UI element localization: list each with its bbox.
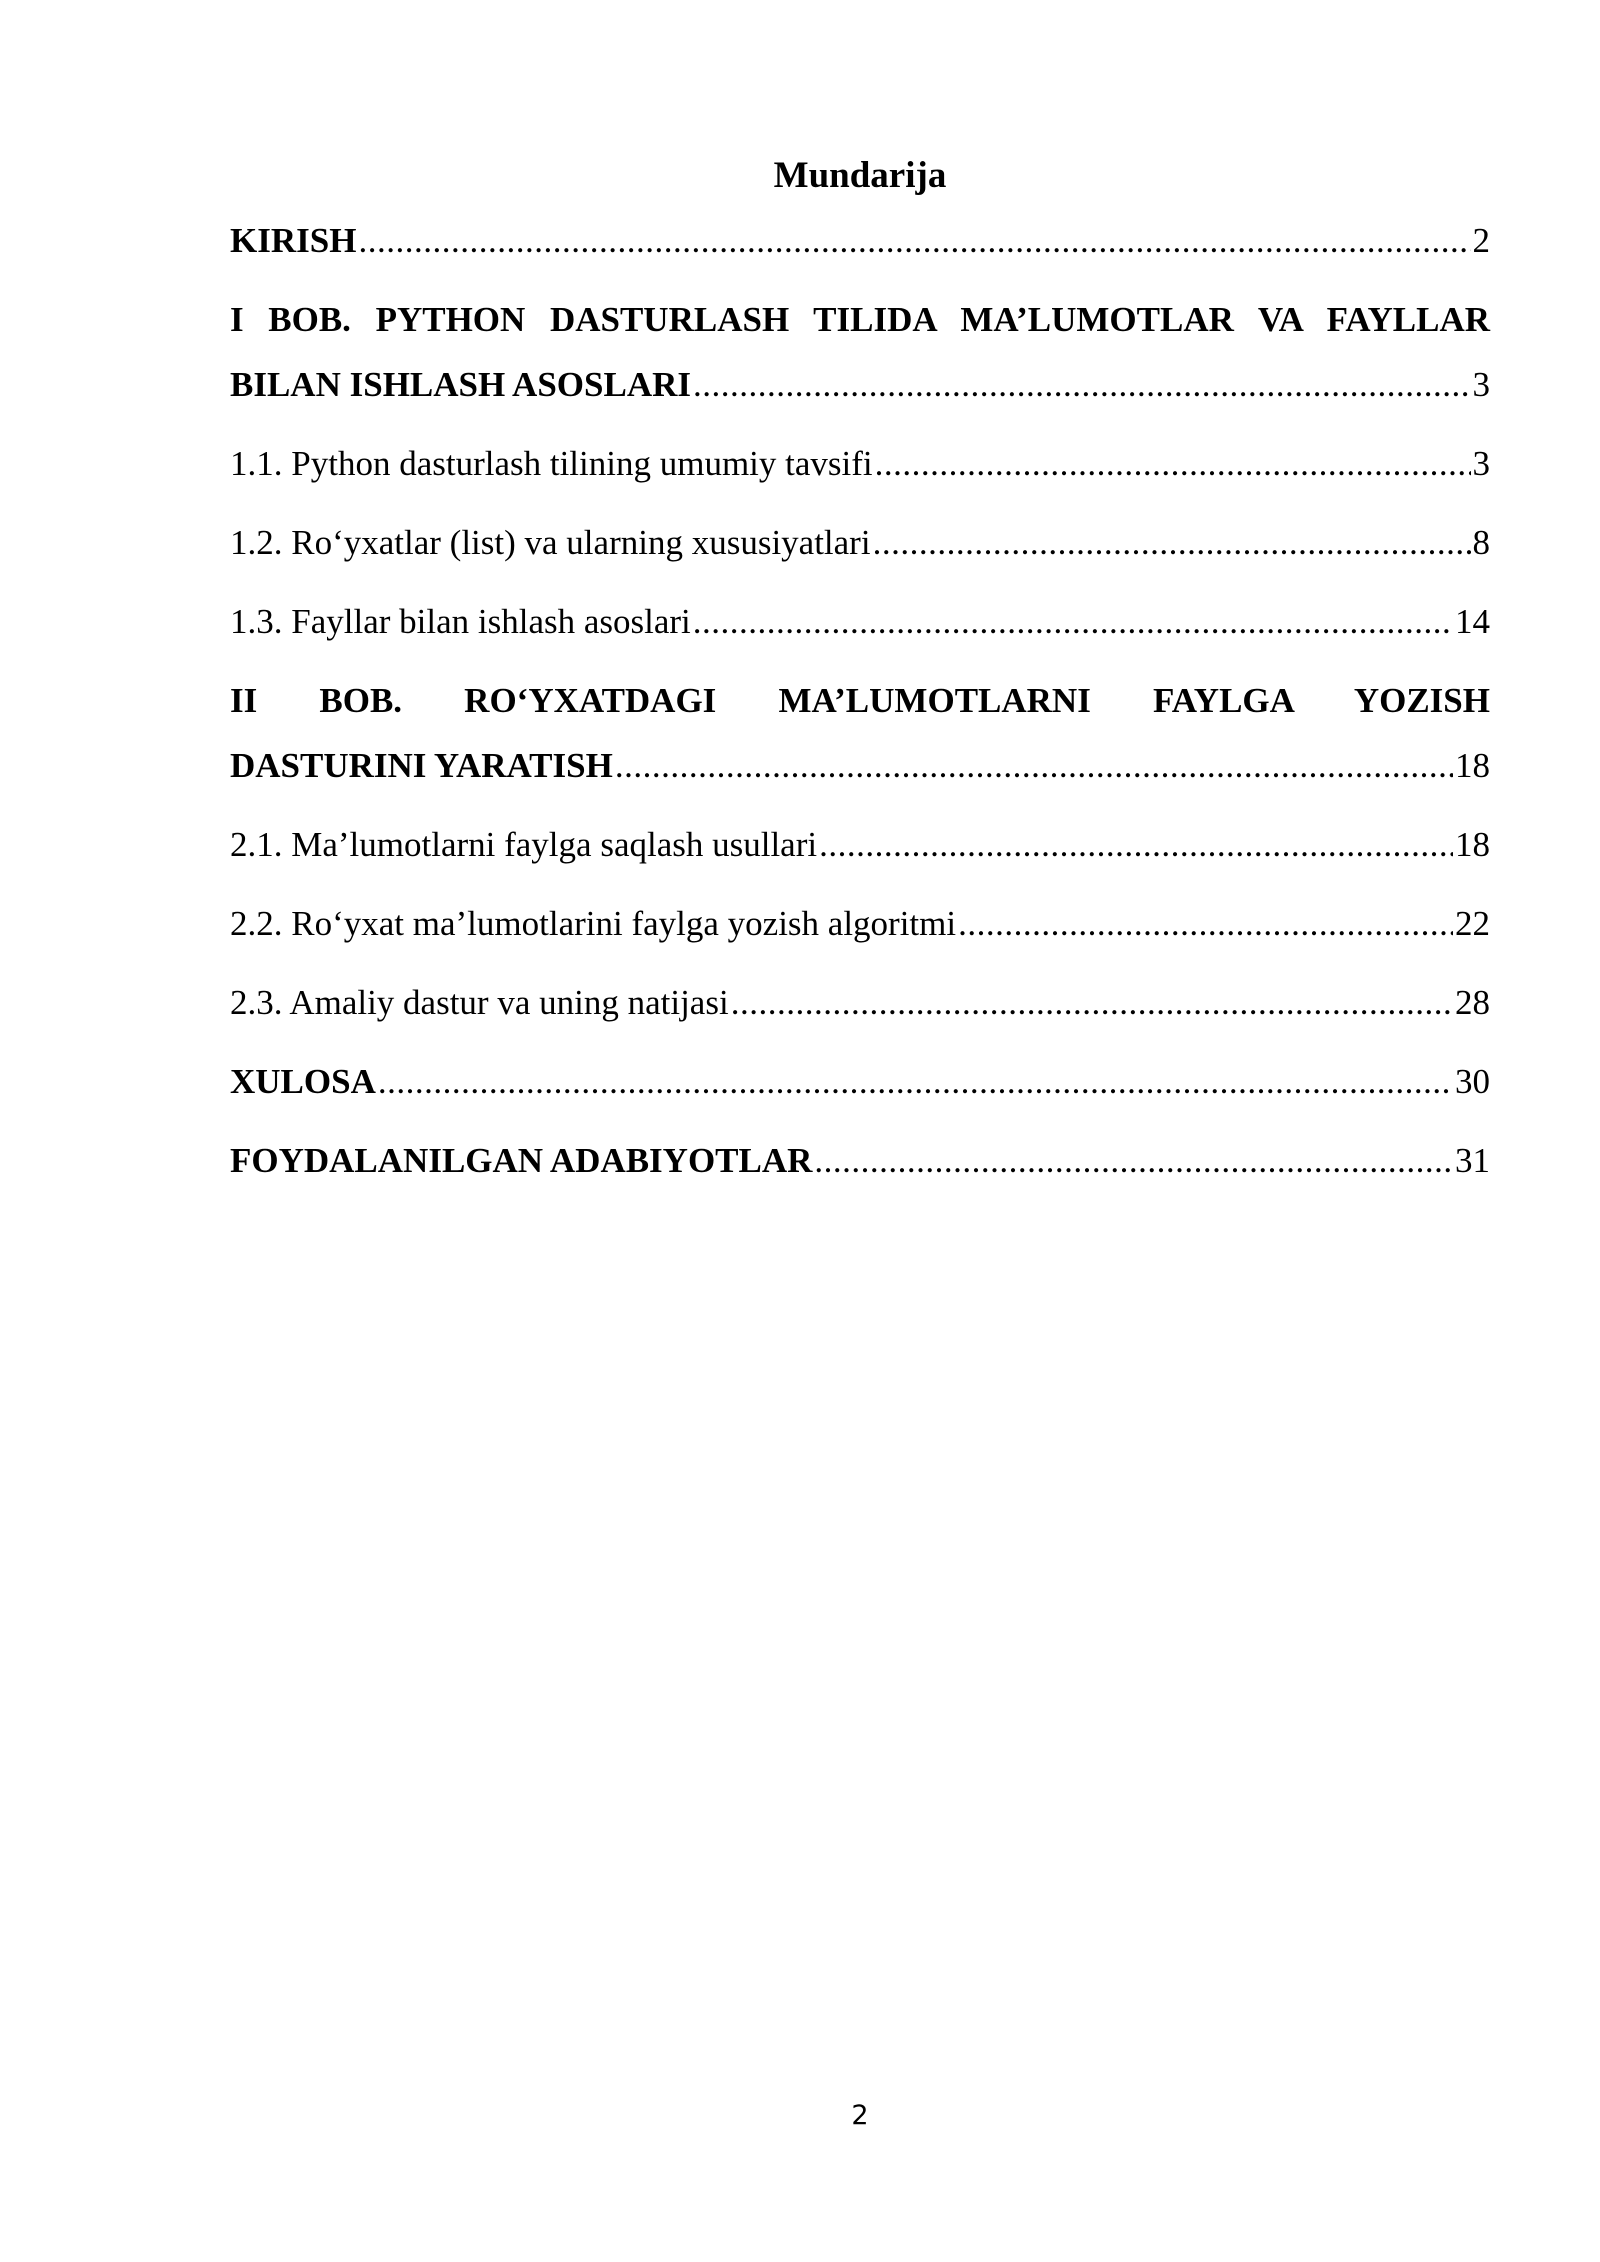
toc-entry-chapter-1-line-2[interactable] bbox=[230, 359, 1490, 438]
toc-dot-leader bbox=[873, 517, 1471, 569]
toc-entry-1-1[interactable] bbox=[230, 438, 1490, 517]
toc-entry-label: 1.1. Python dasturlash tilining umumiy tavsifi bbox=[230, 444, 873, 483]
toc-entry-chapter-2-line-1[interactable]: II BOB. RO‘YXATDAGI MA’LUMOTLARNI FAYLGA YOZISH bbox=[230, 681, 1490, 720]
toc-entry-page: 30 bbox=[1455, 1062, 1490, 1101]
toc-dot-leader bbox=[693, 596, 1453, 648]
toc-entry-1-3[interactable] bbox=[230, 596, 1490, 675]
toc-entry-page: 3 bbox=[1472, 365, 1490, 404]
toc-entry-2-3[interactable] bbox=[230, 977, 1490, 1056]
toc-entry-label: KIRISH bbox=[230, 221, 357, 260]
toc-entry-label: 1.2. Ro‘yxatlar (list) va ularning xususiyatlari bbox=[230, 523, 871, 562]
toc-entry-label: 1.3. Fayllar bilan ishlash asoslari bbox=[230, 602, 691, 641]
toc-entry-page: 18 bbox=[1455, 746, 1490, 785]
toc-entry-page: 31 bbox=[1455, 1141, 1490, 1180]
toc-entry-kirish[interactable] bbox=[230, 215, 1490, 294]
table-of-contents bbox=[230, 215, 1490, 1214]
toc-dot-leader bbox=[958, 898, 1453, 950]
toc-entry-label: 2.3. Amaliy dastur va uning natijasi bbox=[230, 983, 729, 1022]
toc-entry-label: FOYDALANILGAN ADABIYOTLAR bbox=[230, 1141, 813, 1180]
page-number: 2 bbox=[851, 2100, 869, 2131]
toc-dot-leader bbox=[731, 977, 1453, 1029]
toc-entry-page: 8 bbox=[1472, 523, 1490, 562]
toc-title: Mundarija bbox=[773, 155, 947, 196]
toc-entry-2-2[interactable] bbox=[230, 898, 1490, 977]
toc-entry-page: 22 bbox=[1455, 904, 1490, 943]
toc-entry-chapter-2-line-2[interactable] bbox=[230, 740, 1490, 819]
toc-entry-page: 14 bbox=[1455, 602, 1490, 641]
toc-entry-label: DASTURINI YARATISH bbox=[230, 746, 613, 785]
toc-dot-leader bbox=[819, 819, 1453, 871]
toc-entry-2-1[interactable] bbox=[230, 819, 1490, 898]
toc-entry-page: 18 bbox=[1455, 825, 1490, 864]
toc-entry-1-2[interactable] bbox=[230, 517, 1490, 596]
toc-entry-chapter-1-line-1[interactable]: I BOB. PYTHON DASTURLASH TILIDA MA’LUMOTLAR VA FAYLLAR bbox=[230, 300, 1490, 339]
toc-dot-leader bbox=[875, 438, 1471, 490]
toc-dot-leader bbox=[693, 359, 1471, 411]
toc-entry-label: 2.2. Ro‘yxat ma’lumotlarini faylga yozish algoritmi bbox=[230, 904, 957, 943]
toc-entry-xulosa[interactable] bbox=[230, 1056, 1490, 1135]
toc-dot-leader bbox=[378, 1056, 1453, 1108]
toc-dot-leader bbox=[814, 1135, 1453, 1187]
toc-dot-leader bbox=[615, 740, 1453, 792]
toc-entry-page: 28 bbox=[1455, 983, 1490, 1022]
toc-entry-adabiyotlar[interactable] bbox=[230, 1135, 1490, 1214]
toc-entry-label: XULOSA bbox=[230, 1062, 376, 1101]
toc-entry-label: 2.1. Ma’lumotlarni faylga saqlash usullari bbox=[230, 825, 818, 864]
toc-entry-label: BILAN ISHLASH ASOSLARI bbox=[230, 365, 691, 404]
toc-entry-page: 2 bbox=[1472, 221, 1490, 260]
toc-dot-leader bbox=[358, 215, 1470, 267]
toc-entry-page: 3 bbox=[1472, 444, 1490, 483]
